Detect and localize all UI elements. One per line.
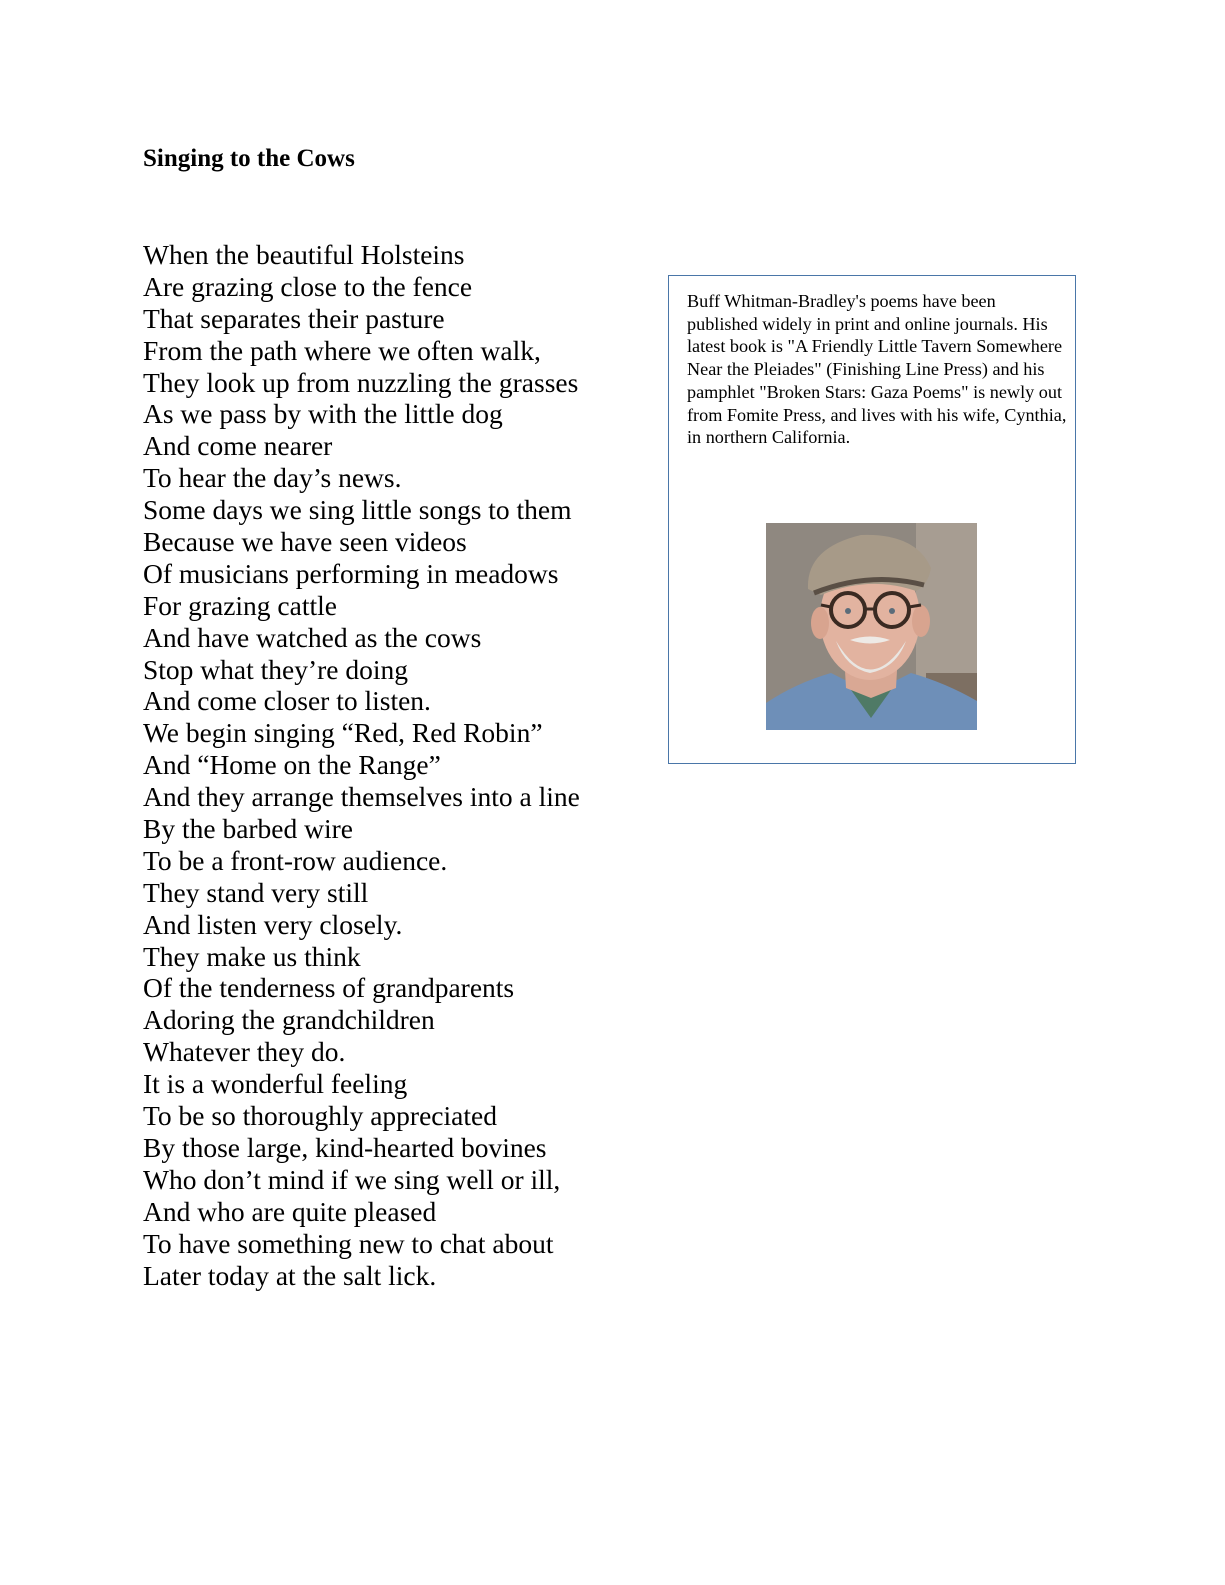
poem-line: Whatever they do. [143, 1036, 346, 1068]
poem-line: Stop what they’re doing [143, 653, 409, 685]
poem-line: To be a front-row audience. [143, 844, 448, 876]
poem-line: Who don’t mind if we sing well or ill, [143, 1163, 561, 1195]
poem-line: For grazing cattle [143, 589, 337, 621]
poem-line: They look up from nuzzling the grasses [143, 366, 579, 398]
poem-line: Of musicians performing in meadows [143, 557, 559, 589]
poem-line: To hear the day’s news. [143, 462, 402, 494]
author-bio-text: Buff Whitman-Bradley's poems have been published widely in print and online journals. His latest book is "A Friendly Little Tavern Somewhere Near the Pleiades" (Finishing Line Press) and his pamphlet "Broken Stars: Gaza Poems" is newly out from Fomite Press, and lives with his wife, Cynthia, in northern California. [687, 291, 1067, 448]
poem-line: To have something new to chat about [143, 1227, 554, 1259]
poem-line: Of the tenderness of grandparents [143, 972, 515, 1004]
poem-line: They stand very still [143, 876, 369, 908]
poem-line: Are grazing close to the fence [143, 270, 473, 302]
poem-line: That separates their pasture [143, 302, 445, 334]
author-photo [766, 523, 977, 730]
poem-line: By the barbed wire [143, 813, 353, 845]
poem-line: When the beautiful Holsteins [143, 239, 465, 270]
poem-title: Singing to the Cows [143, 145, 355, 172]
poem-line: And have watched as the cows [143, 621, 482, 653]
poem-line: To be so thoroughly appreciated [143, 1100, 497, 1132]
poem-line: Later today at the salt lick. [143, 1259, 437, 1291]
poem-line: Adoring the grandchildren [143, 1004, 435, 1036]
poem-line: Some days we sing little songs to them [143, 494, 572, 526]
poem-line: And they arrange themselves into a line [143, 781, 580, 813]
poem-line: And who are quite pleased [143, 1195, 437, 1227]
poem-line: It is a wonderful feeling [143, 1068, 408, 1100]
poem-line: By those large, kind-hearted bovines [143, 1131, 547, 1163]
poem-line: From the path where we often walk, [143, 334, 541, 366]
poem-line: And come nearer [143, 430, 333, 462]
poem-body [143, 239, 580, 1291]
poem-line: And “Home on the Range” [143, 749, 441, 781]
poem-line: Because we have seen videos [143, 526, 467, 558]
poem-line: We begin singing “Red, Red Robin” [143, 717, 543, 749]
poem-line: And come closer to listen. [143, 685, 431, 717]
author-bio-box [668, 275, 1076, 764]
poem-line: As we pass by with the little dog [143, 398, 503, 430]
poem-line: And listen very closely. [143, 908, 403, 940]
poem-line: They make us think [143, 940, 361, 972]
